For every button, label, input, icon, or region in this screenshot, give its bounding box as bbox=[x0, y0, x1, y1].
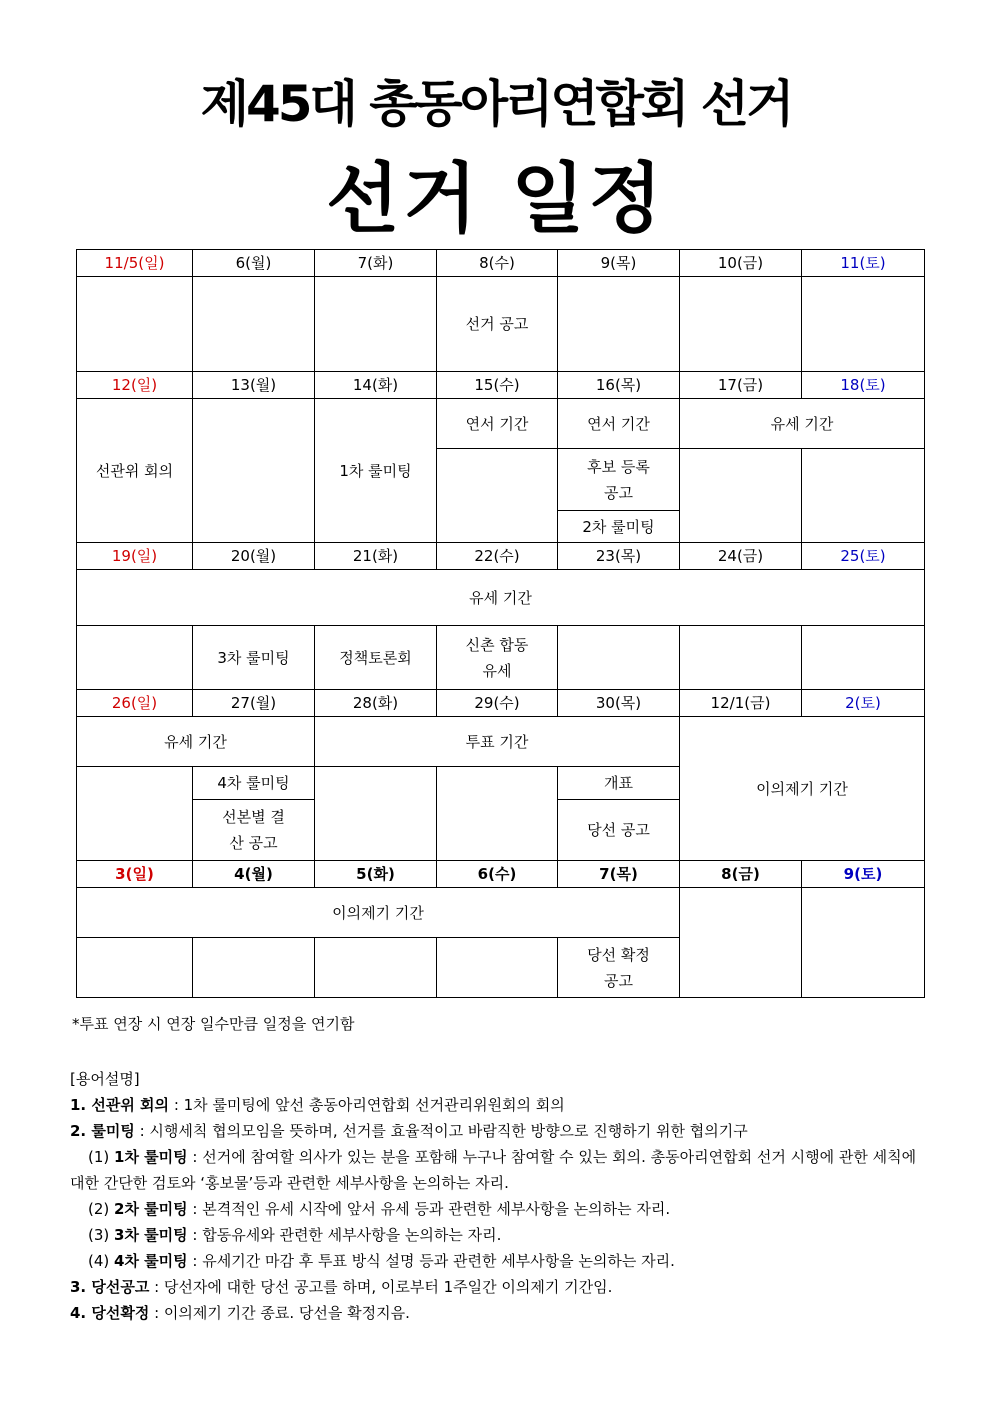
day-cell: 26(일) bbox=[77, 690, 193, 717]
day-cell: 7(목) bbox=[558, 861, 680, 888]
day-cell: 17(금) bbox=[680, 372, 802, 399]
event-cell bbox=[437, 767, 558, 861]
week1-events-row bbox=[77, 277, 925, 372]
day-cell: 10(금) bbox=[680, 250, 802, 277]
event-vote-count: 개표 bbox=[558, 767, 680, 800]
day-cell: 24(금) bbox=[680, 543, 802, 570]
glossary-subitem: (1) 1차 룰미팅 : 선거에 참여할 의사가 있는 분을 포함해 누구나 참여할 수 있는 회의. 총동아리연합회 선거 시행에 관한 세칙에 대한 간단한 검토와 ‘홍보물’등과 관련한 세부사항을 논의하는 자리. bbox=[70, 1148, 917, 1192]
event-joint-campaign: 신촌 합동유세 bbox=[437, 626, 558, 690]
term: 당선확정 bbox=[91, 1304, 150, 1322]
day-cell: 9(토) bbox=[802, 861, 925, 888]
week5-events-row1 bbox=[77, 888, 925, 938]
day-cell: 28(화) bbox=[315, 690, 437, 717]
event-cell bbox=[680, 277, 802, 372]
day-cell: 7(화) bbox=[315, 250, 437, 277]
event-cell bbox=[437, 449, 558, 543]
event-cell bbox=[558, 626, 680, 690]
event-cell bbox=[680, 888, 802, 998]
day-cell: 11(토) bbox=[802, 250, 925, 277]
title-line1: 제45대 총동아리연합회 선거 bbox=[200, 75, 792, 133]
event-cell bbox=[802, 277, 925, 372]
day-cell: 12/1(금) bbox=[680, 690, 802, 717]
term: 2차 룰미팅 bbox=[114, 1200, 188, 1218]
event-signature-period: 연서 기간 bbox=[558, 399, 680, 449]
event-cell bbox=[77, 626, 193, 690]
event-rule-meeting-3: 3차 룰미팅 bbox=[193, 626, 315, 690]
event-cell bbox=[315, 277, 437, 372]
day-cell: 23(목) bbox=[558, 543, 680, 570]
day-cell: 4(월) bbox=[193, 861, 315, 888]
event-cell bbox=[315, 938, 437, 998]
term: 1차 룰미팅 bbox=[114, 1148, 188, 1166]
term: 룰미팅 bbox=[91, 1122, 135, 1140]
event-cell bbox=[193, 277, 315, 372]
term: 당선공고 bbox=[91, 1278, 150, 1296]
event-rule-meeting-1: 1차 룰미팅 bbox=[315, 399, 437, 543]
event-policy-debate: 정책토론회 bbox=[315, 626, 437, 690]
event-cell bbox=[193, 938, 315, 998]
day-cell: 2(토) bbox=[802, 690, 925, 717]
day-cell: 6(월) bbox=[193, 250, 315, 277]
day-cell: 6(수) bbox=[437, 861, 558, 888]
event-election-notice: 선거 공고 bbox=[437, 277, 558, 372]
week3-events-row1 bbox=[77, 570, 925, 626]
glossary-item: 1. 선관위 회의 : 1차 룰미팅에 앞선 총동아리연합회 선거관리위원회의 회의 bbox=[70, 1096, 565, 1114]
event-rule-meeting-2: 2차 룰미팅 bbox=[558, 511, 680, 543]
week4-events-row1 bbox=[77, 717, 925, 767]
day-cell: 14(화) bbox=[315, 372, 437, 399]
day-cell: 25(토) bbox=[802, 543, 925, 570]
event-election-committee-meeting: 선관위 회의 bbox=[77, 399, 193, 543]
glossary-item: 3. 당선공고 : 당선자에 대한 당선 공고를 하며, 이로부터 1주일간 이의제기 기간임. bbox=[70, 1278, 613, 1296]
week4-days-row bbox=[77, 690, 925, 717]
event-objection-period: 이의제기 기간 bbox=[680, 717, 925, 861]
title-line2: 선거 일정 bbox=[325, 154, 667, 243]
week5-days-row bbox=[77, 861, 925, 888]
term: 선관위 회의 bbox=[91, 1096, 170, 1114]
event-candidate-registration-notice: 후보 등록 공고 bbox=[558, 449, 680, 511]
event-rule-meeting-4: 4차 룰미팅 bbox=[193, 767, 315, 800]
event-cell bbox=[802, 626, 925, 690]
event-cell bbox=[680, 626, 802, 690]
day-cell: 29(수) bbox=[437, 690, 558, 717]
event-campaign-period: 유세 기간 bbox=[680, 399, 925, 449]
day-cell: 3(일) bbox=[77, 861, 193, 888]
day-cell: 8(금) bbox=[680, 861, 802, 888]
event-cell bbox=[193, 399, 315, 543]
event-cell bbox=[558, 277, 680, 372]
day-cell: 27(월) bbox=[193, 690, 315, 717]
event-cell bbox=[802, 888, 925, 998]
event-cell bbox=[680, 449, 802, 543]
term: 3차 룰미팅 bbox=[114, 1226, 188, 1244]
day-cell: 18(토) bbox=[802, 372, 925, 399]
event-signature-period: 연서 기간 bbox=[437, 399, 558, 449]
glossary-subitem: (3) 3차 룰미팅 : 합동유세와 관련한 세부사항을 논의하는 자리. bbox=[88, 1226, 502, 1244]
event-cell bbox=[802, 449, 925, 543]
term: 4차 룰미팅 bbox=[114, 1252, 188, 1270]
day-cell: 30(목) bbox=[558, 690, 680, 717]
day-cell: 13(월) bbox=[193, 372, 315, 399]
week2-days-row bbox=[77, 372, 925, 399]
day-cell: 9(목) bbox=[558, 250, 680, 277]
week3-days-row bbox=[77, 543, 925, 570]
schedule-table bbox=[76, 249, 925, 998]
event-winner-confirm-notice: 당선 확정 공고 bbox=[558, 938, 680, 998]
glossary-subitem: (4) 4차 룰미팅 : 유세기간 마감 후 투표 방식 설명 등과 관련한 세부사항을 논의하는 자리. bbox=[88, 1252, 675, 1270]
event-campaign-period: 유세 기간 bbox=[77, 717, 315, 767]
day-cell: 19(일) bbox=[77, 543, 193, 570]
event-voting-period: 투표 기간 bbox=[315, 717, 680, 767]
day-cell: 12(일) bbox=[77, 372, 193, 399]
day-cell: 16(목) bbox=[558, 372, 680, 399]
event-cell bbox=[315, 767, 437, 861]
day-cell: 15(수) bbox=[437, 372, 558, 399]
footnote: *투표 연장 시 연장 일수만큼 일정을 연기함 bbox=[72, 1015, 355, 1033]
event-cell bbox=[77, 277, 193, 372]
glossary-item: 2. 룰미팅 : 시행세칙 협의모임을 뜻하며, 선거를 효율적이고 바람직한 방향으로 진행하기 위한 협의기구 bbox=[70, 1122, 748, 1140]
event-settlement-notice: 선본별 결산 공고 bbox=[193, 800, 315, 861]
day-cell: 11/5(일) bbox=[77, 250, 193, 277]
day-cell: 21(화) bbox=[315, 543, 437, 570]
glossary-subitem: (2) 2차 룰미팅 : 본격적인 유세 시작에 앞서 유세 등과 관련한 세부사항을 논의하는 자리. bbox=[88, 1200, 671, 1218]
event-campaign-period: 유세 기간 bbox=[77, 570, 925, 626]
event-winner-notice: 당선 공고 bbox=[558, 800, 680, 861]
day-cell: 8(수) bbox=[437, 250, 558, 277]
glossary-item: 4. 당선확정 : 이의제기 기간 종료. 당선을 확정지음. bbox=[70, 1304, 410, 1322]
event-cell bbox=[77, 767, 193, 861]
day-cell: 22(수) bbox=[437, 543, 558, 570]
event-cell bbox=[437, 938, 558, 998]
glossary bbox=[70, 1066, 922, 1326]
glossary-heading: [용어설명] bbox=[70, 1070, 140, 1088]
event-cell bbox=[77, 938, 193, 998]
week2-events-row1 bbox=[77, 399, 925, 449]
day-cell: 20(월) bbox=[193, 543, 315, 570]
event-objection-period: 이의제기 기간 bbox=[77, 888, 680, 938]
week3-events-row2 bbox=[77, 626, 925, 690]
day-cell: 5(화) bbox=[315, 861, 437, 888]
week1-days-row bbox=[77, 250, 925, 277]
